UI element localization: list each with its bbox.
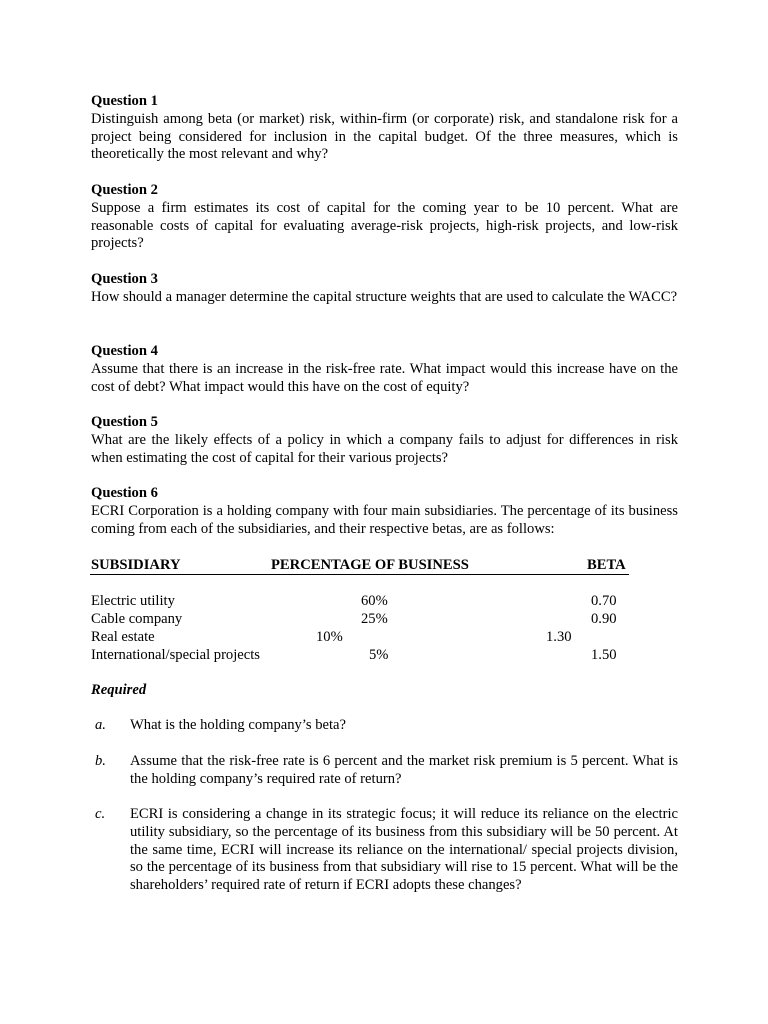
row-beta: 1.30 xyxy=(546,629,572,645)
question-title: Question 5 xyxy=(91,414,158,430)
row-subsidiary: International/special projects xyxy=(91,647,260,663)
question-body: What are the likely effects of a policy in which a company fails to adjust for differences in risk when estimating the cost of capital for their various projects? xyxy=(91,431,678,466)
item-label: c. xyxy=(95,806,106,822)
question-title: Question 2 xyxy=(91,182,158,198)
question-body: Distinguish among beta (or market) risk, within-firm (or corporate) risk, and standalone risk for a project being considered for inclusion in the capital budget. Of the three measures, which is theoretically the most relevant and why? xyxy=(91,110,678,163)
question-6 xyxy=(91,485,678,538)
header-underline xyxy=(90,574,629,575)
question-5 xyxy=(91,414,678,467)
header-beta: BETA xyxy=(587,557,626,573)
required-heading: Required xyxy=(91,682,147,698)
item-text: What is the holding company’s beta? xyxy=(130,717,347,733)
header-subsidiary: SUBSIDIARY xyxy=(91,557,181,573)
question-title: Question 1 xyxy=(91,93,158,109)
row-percentage: 25% xyxy=(361,611,388,627)
item-text: Assume that the risk-free rate is 6 percent and the market risk premium is 5 percent. What is the holding company’s required rate of return? xyxy=(130,753,678,787)
row-percentage: 10% xyxy=(316,629,343,645)
question-title: Question 4 xyxy=(91,343,158,359)
item-text: ECRI is considering a change in its strategic focus; it will reduce its reliance on the electric utility subsidiary, so the percentage of its business from this subsidiary will be 50 percent. At the same time, ECRI will increase its reliance on the international/ special projects division, so the percentage of its business from that subsidiary will rise to 15 percent. What will be the shareholders’ required rate of return if ECRI adopts these changes? xyxy=(130,806,678,894)
row-subsidiary: Cable company xyxy=(91,611,183,627)
question-body: Suppose a firm estimates its cost of capital for the coming year to be 10 percent. What are reasonable costs of capital for evaluating average-risk projects, high-risk projects, and low-risk projects? xyxy=(91,199,678,252)
row-beta: 0.70 xyxy=(591,593,617,609)
question-3 xyxy=(91,271,678,307)
item-label: b. xyxy=(95,753,106,769)
row-beta: 0.90 xyxy=(591,611,617,627)
question-4 xyxy=(91,343,678,396)
question-body: How should a manager determine the capital structure weights that are used to calculate the WACC? xyxy=(91,288,678,305)
row-subsidiary: Real estate xyxy=(91,629,155,645)
row-beta: 1.50 xyxy=(591,647,617,663)
question-body: Assume that there is an increase in the risk-free rate. What impact would this increase have on the cost of debt? What impact would this have on the cost of equity? xyxy=(91,360,678,395)
row-percentage: 5% xyxy=(369,647,389,663)
question-2 xyxy=(91,182,678,253)
question-body: ECRI Corporation is a holding company with four main subsidiaries. The percentage of its business coming from each of the subsidiaries, and their respective betas, are as follows: xyxy=(91,502,678,537)
row-percentage: 60% xyxy=(361,593,388,609)
header-percentage: PERCENTAGE OF BUSINESS xyxy=(271,557,469,573)
question-title: Question 3 xyxy=(91,271,158,287)
row-subsidiary: Electric utility xyxy=(91,593,175,609)
item-label: a. xyxy=(95,717,106,733)
question-1 xyxy=(91,93,678,164)
question-title: Question 6 xyxy=(91,485,158,501)
